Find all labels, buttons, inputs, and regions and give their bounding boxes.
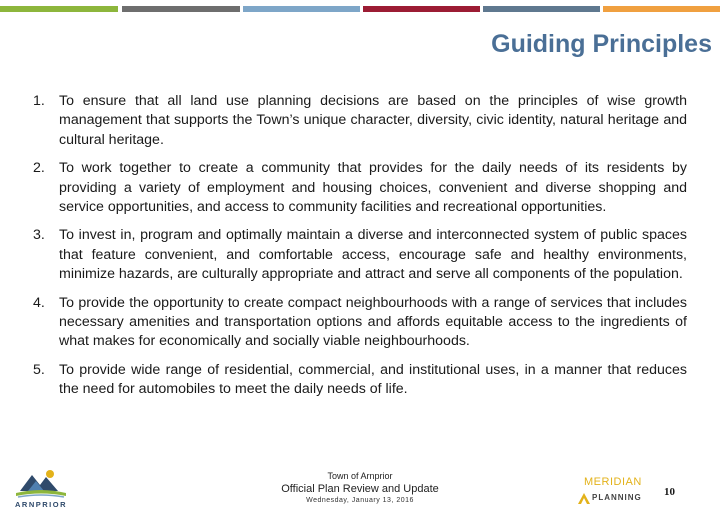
principle-text: To provide wide range of residential, commercial, and institutional uses, in a manner that reduces the need for automobiles to meet the daily needs of life. xyxy=(59,361,687,398)
principle-number: 1. xyxy=(33,93,45,109)
arnprior-logo xyxy=(10,465,72,513)
footer-town: Town of Arnprior xyxy=(327,471,393,481)
page-number: 10 xyxy=(664,486,675,498)
principle-text: To ensure that all land use planning decisions are based on the principles of wise growth management that supports the Town’s unique character, diversity, civic identity, natural heritage and cultural heritage. xyxy=(59,93,687,148)
principle-text: To work together to create a community that provides for the daily needs of its residents by providing a variety of employment and housing choices, convenient and diverse shopping and service opportunities, and access to community facilities and recreational opportunities. xyxy=(59,160,687,216)
principle-item xyxy=(33,159,687,217)
principle-number: 3. xyxy=(33,227,45,244)
principle-item xyxy=(33,294,687,352)
footer-date: Wednesday, January 13, 2016 xyxy=(306,497,414,504)
page-title: Guiding Principles xyxy=(491,30,712,58)
color-bar-slate xyxy=(483,6,600,12)
principle-number: 4. xyxy=(33,294,45,311)
meridian-planning-logo xyxy=(576,476,646,510)
principle-number: 2. xyxy=(33,160,45,177)
color-bar-dark-gray xyxy=(122,6,240,12)
footer-info xyxy=(250,470,470,506)
color-bar-orange xyxy=(603,6,720,12)
color-bar-green xyxy=(0,6,118,12)
arnprior-logo-text: ARNPRIOR xyxy=(14,500,67,509)
guiding-principles-list xyxy=(33,92,687,409)
meridian-logo-bottom-text: PLANNING xyxy=(592,493,642,502)
header-color-bars xyxy=(0,6,720,12)
principle-text: To provide the opportunity to create compact neighbourhoods with a range of services that includes necessary amenities and transportation options and affords equitable access to the ingredients of what makes for economically and socially viable neighbourhoods. xyxy=(59,294,687,350)
principle-item xyxy=(33,361,687,400)
principle-text: To invest in, program and optimally maintain a diverse and interconnected system of public spaces that feature convenient, and comfortable access, encourage safe and healthy environments, minimize hazards, are culturally appropriate and attract and serve all components of the population. xyxy=(59,227,687,283)
principle-number: 5. xyxy=(33,361,45,378)
principle-item xyxy=(33,226,687,284)
color-bar-maroon xyxy=(363,6,480,12)
meridian-logo-icon xyxy=(576,490,592,506)
arnprior-logo-icon xyxy=(10,465,72,501)
principle-item xyxy=(33,92,687,150)
meridian-logo-top-text: MERIDIAN xyxy=(584,476,642,488)
footer-plan-title: Official Plan Review and Update xyxy=(281,483,439,495)
color-bar-light-blue xyxy=(243,6,360,12)
